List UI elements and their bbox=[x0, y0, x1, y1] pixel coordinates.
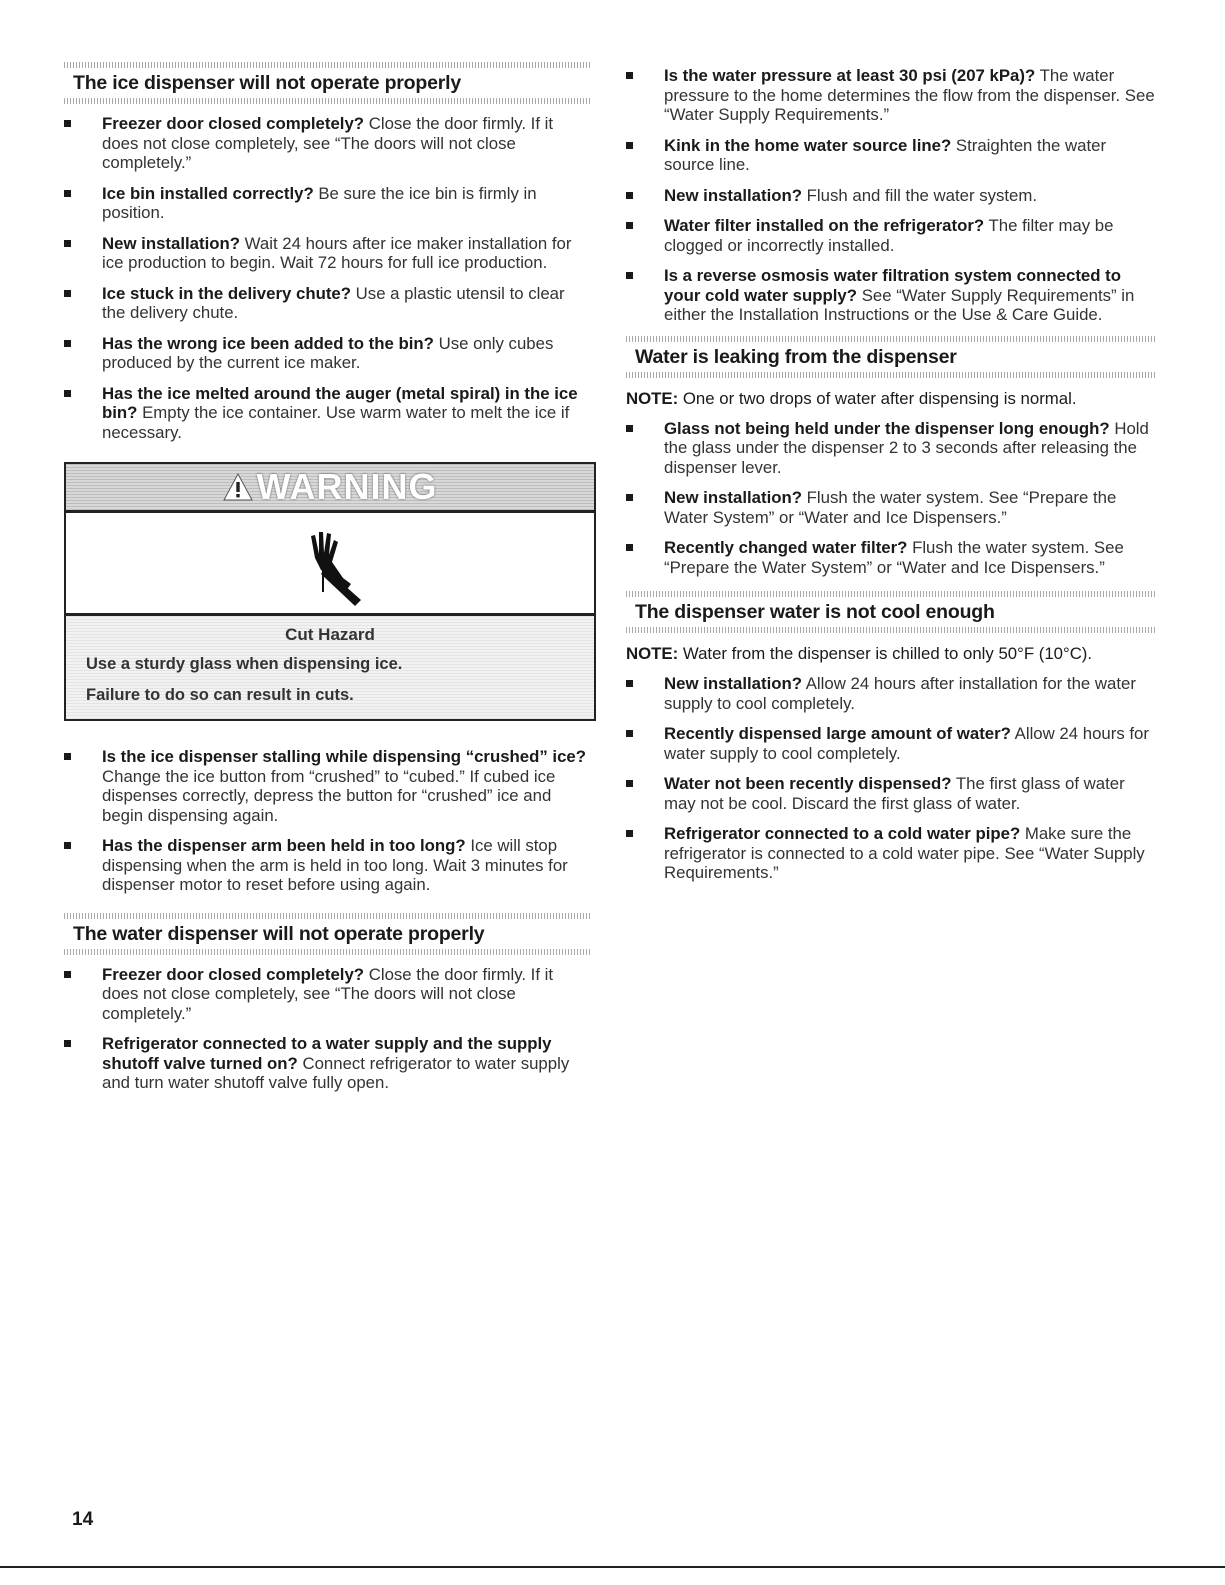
answer: The first glass of water may not be cool. Discard the first glass of water. bbox=[664, 774, 1125, 813]
square-bullet-icon bbox=[626, 680, 633, 687]
question: Is the ice dispenser stalling while dispensing “crushed” ice? bbox=[102, 747, 586, 766]
answer: Flush the water system. See “Prepare the Water System” or “Water and Ice Dispensers.” bbox=[664, 488, 1117, 527]
list-item bbox=[626, 66, 1156, 125]
list-item bbox=[626, 538, 1156, 577]
alert-triangle-icon bbox=[223, 473, 253, 501]
section-heading: The ice dispenser will not operate properly bbox=[73, 72, 461, 94]
square-bullet-icon bbox=[626, 830, 633, 837]
square-bullet-icon bbox=[626, 142, 633, 149]
square-bullet-icon bbox=[626, 272, 633, 279]
list-item bbox=[64, 184, 592, 223]
troubleshoot-list bbox=[626, 419, 1156, 578]
page-bottom-rule bbox=[0, 1566, 1225, 1568]
question: New installation? bbox=[664, 488, 802, 507]
square-bullet-icon bbox=[626, 730, 633, 737]
hazard-title: Cut Hazard bbox=[285, 625, 375, 644]
warning-instruction: Use a sturdy glass when dispensing ice. bbox=[86, 655, 403, 673]
list-item bbox=[626, 724, 1156, 763]
square-bullet-icon bbox=[64, 842, 71, 849]
square-bullet-icon bbox=[64, 190, 71, 197]
troubleshoot-list bbox=[626, 674, 1156, 883]
question: Refrigerator connected to a cold water pipe? bbox=[664, 824, 1021, 843]
list-item bbox=[626, 488, 1156, 527]
question: Has the wrong ice been added to the bin? bbox=[102, 333, 434, 353]
list-item bbox=[626, 216, 1156, 255]
section-ice-dispenser bbox=[64, 62, 592, 895]
answer: Flush and fill the water system. bbox=[802, 185, 1038, 205]
warning-consequence: Failure to do so can result in cuts. bbox=[86, 686, 354, 704]
section-heading: The dispenser water is not cool enough bbox=[635, 601, 995, 623]
section-rule-bottom bbox=[626, 372, 1156, 378]
note-text: Water from the dispenser is chilled to only 50°F (10°C). bbox=[678, 644, 1093, 663]
page-number: 14 bbox=[72, 1509, 94, 1530]
warning-title bbox=[223, 466, 438, 508]
warning-text-area bbox=[66, 616, 594, 719]
square-bullet-icon bbox=[64, 390, 71, 397]
troubleshoot-list bbox=[64, 114, 592, 442]
list-item bbox=[626, 674, 1156, 713]
square-bullet-icon bbox=[64, 971, 71, 978]
list-item bbox=[626, 824, 1156, 883]
answer: See “Water Supply Requirements” in either the Installation Instructions or the Use & Care Guide. bbox=[664, 285, 1135, 324]
list-item bbox=[64, 334, 592, 373]
section-water-leaking bbox=[626, 336, 1156, 578]
note-label: NOTE: bbox=[626, 644, 679, 663]
section-water-dispenser bbox=[64, 913, 592, 1093]
list-item bbox=[64, 836, 592, 895]
square-bullet-icon bbox=[64, 753, 71, 760]
answer: Change the ice button from “crushed” to “cubed.” If cubed ice dispenses correctly, depress the button for “crushed” ice and begin dispensing again. bbox=[102, 766, 556, 825]
question: Glass not being held under the dispenser long enough? bbox=[664, 418, 1110, 438]
warning-box bbox=[64, 462, 596, 721]
warning-pictogram bbox=[66, 513, 594, 616]
answer: Empty the ice container. Use warm water to melt the ice if necessary. bbox=[102, 403, 570, 442]
left-column bbox=[64, 62, 592, 1105]
question: New installation? bbox=[664, 185, 802, 205]
square-bullet-icon bbox=[626, 544, 633, 551]
list-item bbox=[626, 419, 1156, 478]
cut-hand-icon bbox=[285, 518, 375, 608]
section-heading: Water is leaking from the dispenser bbox=[635, 345, 957, 368]
troubleshoot-list bbox=[64, 965, 592, 1093]
troubleshoot-list-continued bbox=[626, 66, 1156, 325]
answer: Straighten the water source line. bbox=[664, 135, 1107, 174]
question: Is the water pressure at least 30 psi (207 kPa)? bbox=[664, 66, 1036, 85]
list-item bbox=[626, 186, 1156, 206]
question: Has the ice melted around the auger (metal spiral) in the ice bin? bbox=[102, 383, 578, 422]
note-label: NOTE: bbox=[626, 388, 679, 408]
square-bullet-icon bbox=[626, 192, 633, 199]
note bbox=[626, 644, 1156, 664]
question: Water filter installed on the refrigerator? bbox=[664, 216, 985, 235]
answer: Connect refrigerator to water supply and turn water shutoff valve fully open. bbox=[102, 1053, 570, 1092]
question: Recently dispensed large amount of water? bbox=[664, 724, 1011, 743]
answer: Be sure the ice bin is firmly in position. bbox=[102, 183, 537, 222]
answer: The water pressure to the home determines the flow from the dispenser. See “Water Supply Requirements.” bbox=[664, 66, 1155, 124]
answer: Close the door firmly. If it does not close completely, see “The doors will not close completely.” bbox=[102, 114, 554, 172]
list-item bbox=[64, 1034, 592, 1093]
square-bullet-icon bbox=[626, 780, 633, 787]
note bbox=[626, 389, 1156, 409]
answer: Hold the glass under the dispenser 2 to 3 seconds after releasing the dispenser lever. bbox=[664, 418, 1149, 477]
answer: Flush the water system. See “Prepare the Water System” or “Water and Ice Dispensers.” bbox=[664, 538, 1124, 577]
section-rule-bottom bbox=[64, 949, 592, 955]
square-bullet-icon bbox=[626, 72, 633, 79]
list-item bbox=[64, 965, 592, 1024]
question: Is a reverse osmosis water filtration system connected to your cold water supply? bbox=[664, 266, 1121, 305]
list-item bbox=[64, 747, 592, 825]
square-bullet-icon bbox=[626, 494, 633, 501]
question: Ice stuck in the delivery chute? bbox=[102, 283, 352, 303]
square-bullet-icon bbox=[626, 222, 633, 229]
square-bullet-icon bbox=[626, 425, 633, 432]
note-text: One or two drops of water after dispensing is normal. bbox=[678, 388, 1077, 408]
list-item bbox=[64, 234, 592, 273]
question: Freezer door closed completely? bbox=[102, 964, 365, 984]
list-item bbox=[626, 266, 1156, 325]
square-bullet-icon bbox=[64, 340, 71, 347]
section-water-not-cool bbox=[626, 591, 1156, 883]
question: Refrigerator connected to a water supply and the supply shutoff valve turned on? bbox=[102, 1034, 552, 1073]
answer: Use only cubes produced by the current ice maker. bbox=[102, 333, 554, 372]
answer: Close the door firmly. If it does not close completely, see “The doors will not close completely.” bbox=[102, 964, 554, 1023]
question: Has the dispenser arm been held in too long? bbox=[102, 836, 466, 855]
square-bullet-icon bbox=[64, 290, 71, 297]
list-item bbox=[626, 136, 1156, 175]
question: New installation? bbox=[102, 233, 240, 253]
section-heading: The water dispenser will not operate properly bbox=[73, 922, 485, 945]
answer: Ice will stop dispensing when the arm is held in too long. Wait 3 minutes for dispenser motor to reset before using again. bbox=[102, 836, 568, 894]
question: Water not been recently dispensed? bbox=[664, 774, 952, 793]
warning-label: WARNING bbox=[256, 466, 438, 507]
list-item bbox=[64, 114, 592, 173]
question: New installation? bbox=[664, 674, 802, 693]
warning-header bbox=[66, 464, 594, 513]
answer: Allow 24 hours for water supply to cool completely. bbox=[664, 724, 1149, 763]
section-rule-bottom bbox=[64, 98, 592, 104]
answer: The filter may be clogged or incorrectly installed. bbox=[664, 216, 1114, 255]
answer: Make sure the refrigerator is connected to a cold water pipe. See “Water Supply Requirements.” bbox=[664, 824, 1145, 882]
question: Ice bin installed correctly? bbox=[102, 183, 314, 203]
section-rule-top bbox=[626, 336, 1156, 342]
section-rule-top bbox=[64, 62, 592, 68]
list-item bbox=[626, 774, 1156, 813]
question: Freezer door closed completely? bbox=[102, 114, 365, 133]
section-rule-bottom bbox=[626, 627, 1156, 633]
answer: Use a plastic utensil to clear the delivery chute. bbox=[102, 283, 565, 322]
right-column bbox=[626, 66, 1156, 895]
question: Kink in the home water source line? bbox=[664, 135, 952, 155]
square-bullet-icon bbox=[64, 120, 71, 127]
list-item bbox=[64, 384, 592, 443]
section-rule-top bbox=[626, 591, 1156, 597]
list-item bbox=[64, 284, 592, 323]
answer: Wait 24 hours after ice maker installation for ice production to begin. Wait 72 hours for full ice production. bbox=[102, 233, 572, 272]
answer: Allow 24 hours after installation for the water supply to cool completely. bbox=[664, 674, 1136, 713]
question: Recently changed water filter? bbox=[664, 538, 908, 557]
section-rule-top bbox=[64, 913, 592, 919]
square-bullet-icon bbox=[64, 1040, 71, 1047]
square-bullet-icon bbox=[64, 240, 71, 247]
troubleshoot-list-continued bbox=[64, 747, 592, 895]
